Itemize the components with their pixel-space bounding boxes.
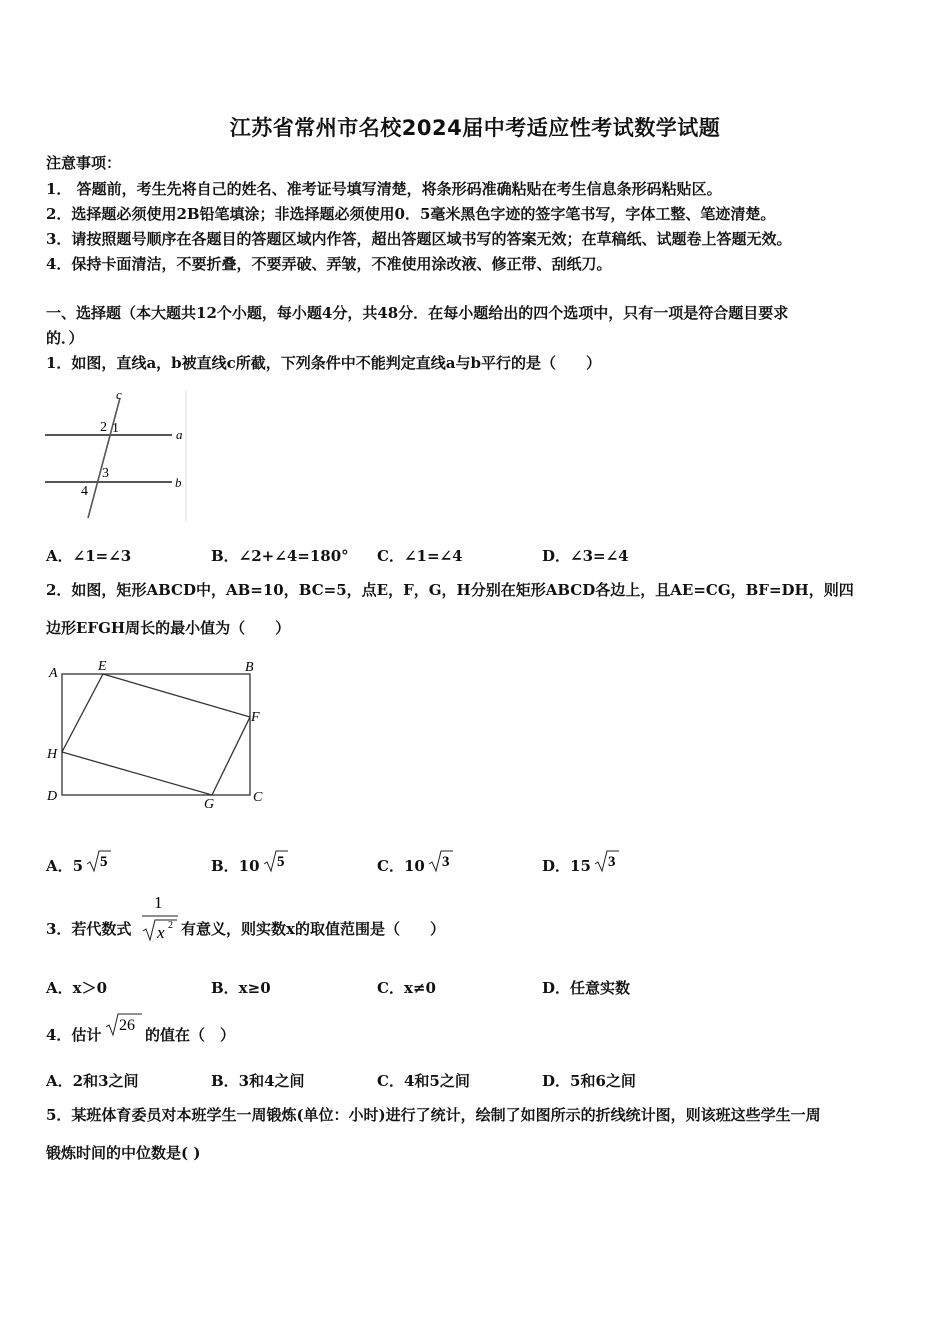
q1-option-b: B．∠2+∠4=180° <box>211 547 349 565</box>
label-D: D <box>47 789 58 804</box>
label-G: G <box>204 797 215 812</box>
svg-text:3: 3 <box>441 854 450 870</box>
q5-stem-cont: 锻炼时间的中位数是( ) <box>46 1144 201 1162</box>
page-title: 江苏省常州市名校2024届中考适应性考试数学试题 <box>229 116 721 140</box>
radical-icon <box>85 847 111 873</box>
note-item: 1． 答题前，考生先将自己的姓名、准考证号填写清楚，将条形码准确粘贴在考生信息条形码粘贴区。 <box>46 180 722 198</box>
q5-stem: 5．某班体育委员对本班学生一周锻炼(单位：小时)进行了统计，绘制了如图所示的折线统计图，则该班这些学生一周 <box>46 1106 821 1124</box>
note-item: 3．请按照题号顺序在各题目的答题区域内作答，超出答题区域书写的答案无效；在草稿纸、试题卷上答题无效。 <box>46 230 792 248</box>
q1-option-a: A．∠1=∠3 <box>46 547 132 565</box>
label-A: A <box>49 666 58 681</box>
q3-prefix: 3．若代数式 <box>46 920 132 938</box>
frac-var: x <box>157 923 165 942</box>
svg-text:3: 3 <box>607 854 616 870</box>
q3-option-a: A．x＞0 <box>46 979 108 997</box>
q1-option-c: C．∠1=∠4 <box>377 547 463 565</box>
section-heading-cont: 的．） <box>46 329 84 347</box>
label-b: b <box>175 475 182 490</box>
frac-numerator: 1 <box>154 893 163 912</box>
label-B: B <box>245 660 254 675</box>
q2-stem: 2．如图，矩形ABCD中，AB=10，BC=5，点E，F，G，H分别在矩形ABCD各边上，且AE=CG，BF=DH，则四 <box>46 581 854 599</box>
note-item: 2．选择题必须使用2B铅笔填涂；非选择题必须使用0．5毫米黑色字迹的签字笔书写，字体工整、笔迹清楚。 <box>46 205 776 223</box>
q2-figure <box>44 656 270 812</box>
q1-stem: 1．如图，直线a，b被直线c所截，下列条件中不能判定直线a与b平行的是（ ） <box>46 354 601 372</box>
notes-heading: 注意事项： <box>46 154 122 172</box>
q3-option-c: C．x≠0 <box>377 979 436 997</box>
q2-option-a: A．5 5 <box>46 847 111 876</box>
svg-text:5: 5 <box>276 854 285 870</box>
angle-3: 3 <box>102 466 109 481</box>
q4-prefix: 4．估计 <box>46 1026 102 1044</box>
q4-option-d: D．5和6之间 <box>542 1072 636 1090</box>
label-F: F <box>251 710 260 725</box>
radicand: 26 <box>119 1017 135 1034</box>
section-heading: 一、选择题（本大题共12个小题，每小题4分，共48分．在每小题给出的四个选项中，只有一项是符合题目要求 <box>46 304 789 322</box>
angle-2: 2 <box>100 420 107 435</box>
label-c: c <box>116 388 122 402</box>
line-c <box>88 398 120 518</box>
label-a: a <box>176 427 183 442</box>
q2-stem-cont: 边形EFGH周长的最小值为（ ） <box>46 619 291 637</box>
label-C: C <box>253 790 263 805</box>
radical-icon <box>262 847 288 873</box>
radical-icon <box>427 847 453 873</box>
angle-1: 1 <box>112 421 119 436</box>
q1-option-d: D．∠3=∠4 <box>542 547 629 565</box>
label-E: E <box>98 659 107 674</box>
q4-option-b: B．3和4之间 <box>211 1072 305 1090</box>
q3-option-b: B．x≥0 <box>211 979 271 997</box>
quad-efgh <box>62 674 250 795</box>
q2-option-b: B．10 5 <box>211 847 288 876</box>
q4-radical <box>104 1010 144 1038</box>
rectangle-abcd <box>62 674 250 795</box>
q3-suffix: 有意义，则实数x的取值范围是（ ） <box>181 920 445 938</box>
q4-suffix: 的值在（ ） <box>145 1026 236 1044</box>
q4-option-c: C．4和5之间 <box>377 1072 470 1090</box>
q2-option-c: C．10 3 <box>377 847 453 876</box>
q1-figure <box>44 388 190 524</box>
frac-exp: 2 <box>168 920 173 931</box>
q3-fraction <box>138 890 180 946</box>
angle-4: 4 <box>81 484 88 499</box>
note-item: 4．保持卡面清洁，不要折叠，不要弄破、弄皱，不准使用涂改液、修正带、刮纸刀。 <box>46 255 612 273</box>
label-H: H <box>47 747 58 762</box>
q3-option-d: D．任意实数 <box>542 979 631 997</box>
q2-option-d: D．15 3 <box>542 847 619 876</box>
svg-text:5: 5 <box>100 854 108 870</box>
q4-option-a: A．2和3之间 <box>46 1072 139 1090</box>
radical-icon <box>593 847 619 873</box>
